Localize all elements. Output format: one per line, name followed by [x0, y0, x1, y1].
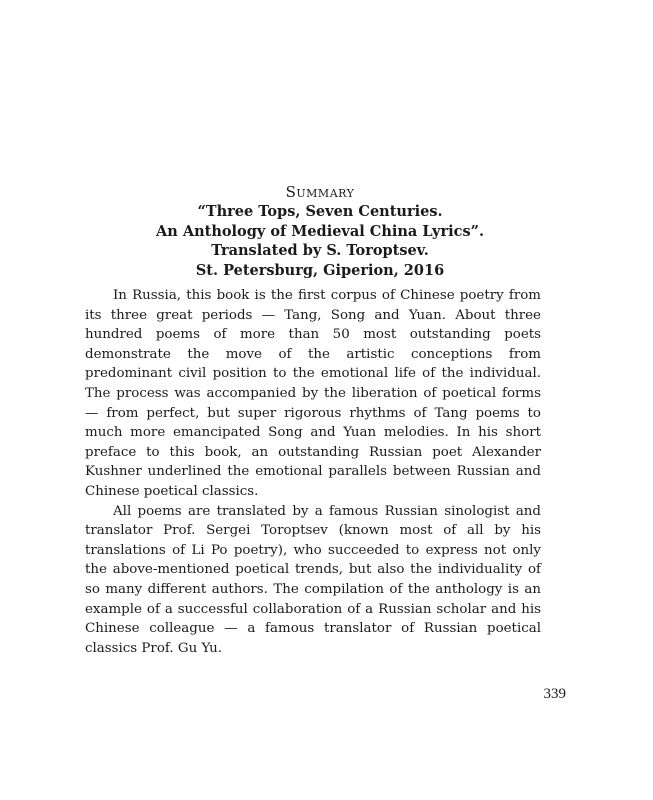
paragraph-1: In Russia, this book is the first corpus of Chinese poetry from its three great periods — Tang, Song and Yuan. About three hundred poems of more than 50 most outstanding poets demonstrate the move of the artistic conceptions from predominant civil position to the emotional life of the individual. The process was accompanied by the liberation of poetical forms — from perfect, but super rigorous rhythms of Tang poems to much more emancipated Song and Yuan melodies. In his short preface to this book, an outstanding Russian poet Alexander Kushner underlined the emotional parallels between Russian and Chinese poetical classics. [85, 288, 541, 499]
summary-body [85, 286, 541, 658]
title-line-4: St. Petersburg, Giperion, 2016 [195, 261, 445, 279]
title-line-2: An Anthology of Medieval China Lyrics”. [155, 222, 485, 240]
section-kicker: Summary [285, 183, 355, 201]
summary-heading [110, 183, 530, 280]
title-line-1: “Three Tops, Seven Centuries. [197, 203, 443, 220]
paragraph-2: All poems are translated by a famous Russian sinologist and translator Prof. Sergei Toroptsev (known most of all by his translations of Li Po poetry), who succeeded to express not only the above-mentioned poetical trends, but also the individuality of so many different authors. The compilation of the anthology is an example of a successful collaboration of a Russian scholar and his Chinese colleague — a famous translator of Russian poetical classics Prof. Gu Yu. [85, 503, 541, 656]
page-number: 339 [543, 686, 566, 702]
title-line-3: Translated by S. Toroptsev. [211, 242, 429, 259]
